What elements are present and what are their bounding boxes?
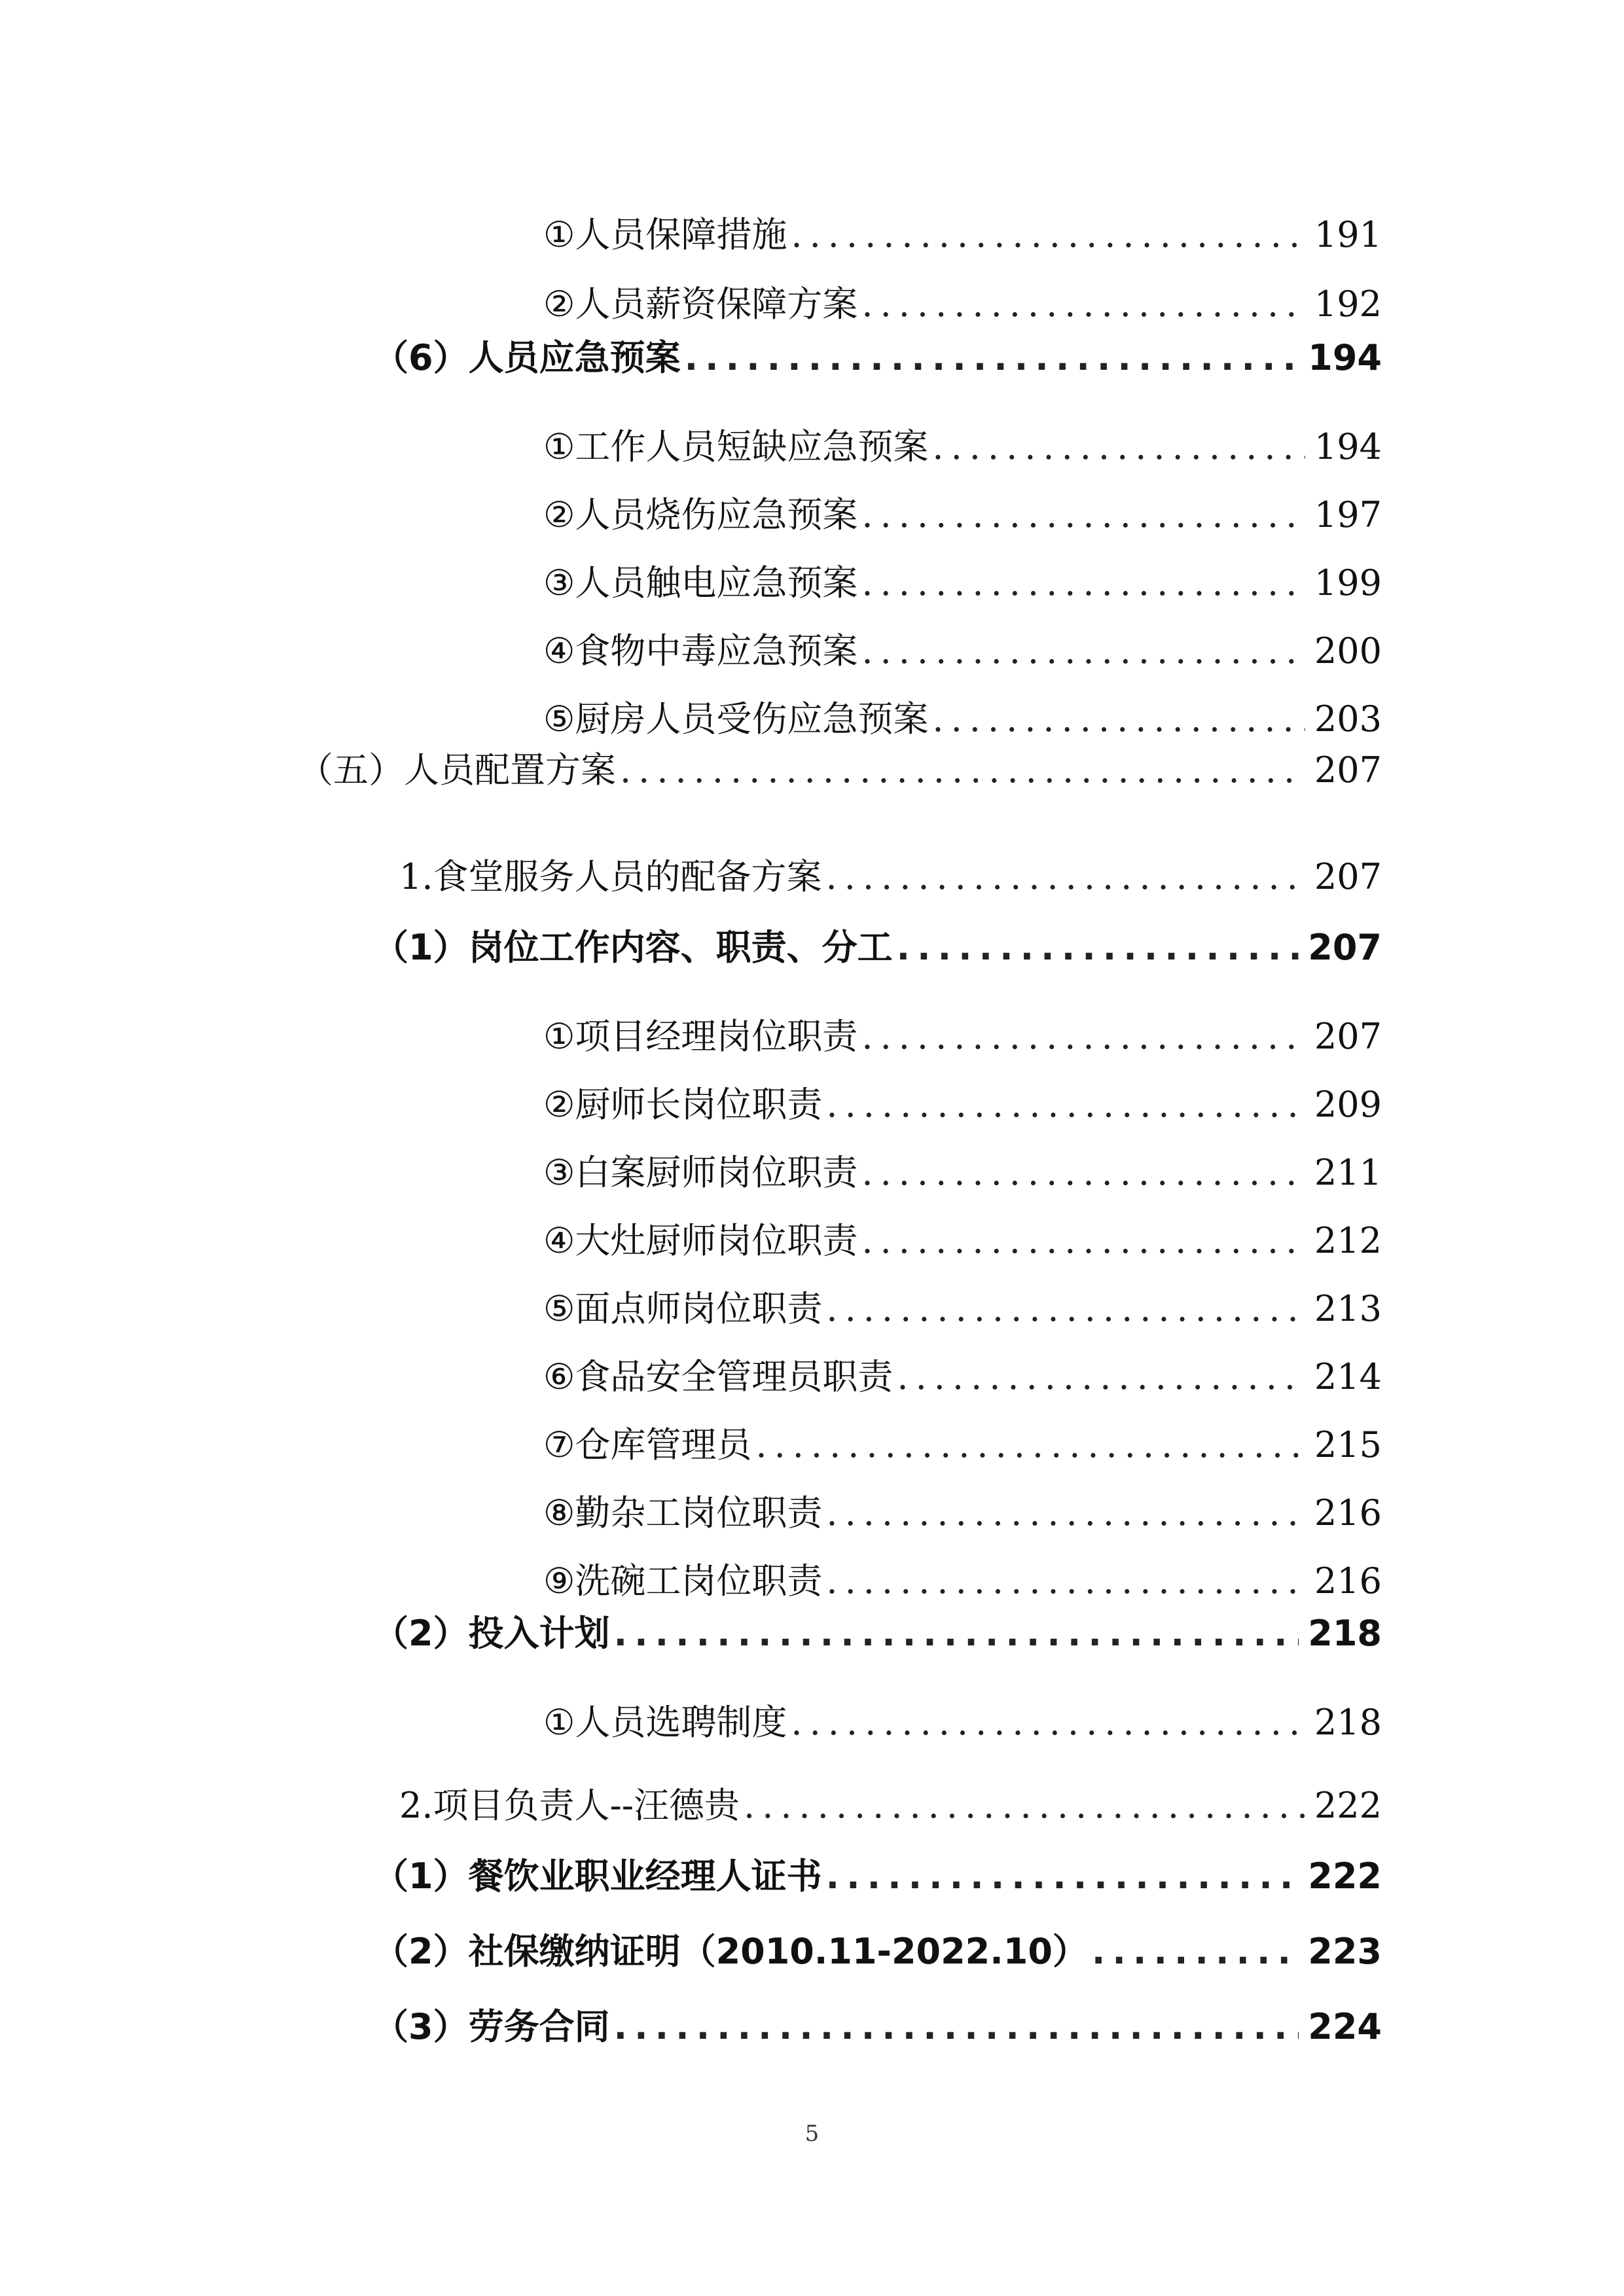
toc-entry-page: 212 (1314, 1220, 1382, 1261)
toc-entry-title: 人员薪资保障方案 (575, 283, 858, 325)
toc-leader-dots (791, 1700, 1305, 1746)
toc-entry-number: （1） (373, 927, 469, 968)
toc-entry[interactable] (399, 854, 1382, 900)
toc-entry-title: 食堂服务人员的配备方案 (433, 856, 822, 897)
toc-entry[interactable] (543, 281, 1382, 327)
toc-leader-dots (744, 1783, 1305, 1829)
toc-leader-dots (791, 212, 1305, 258)
toc-entry-number: （1） (373, 1856, 469, 1897)
toc-entry-number: ⑦ (543, 1424, 575, 1465)
toc-entry-title: 项目经理岗位职责 (575, 1016, 858, 1057)
toc-leader-dots (861, 1150, 1305, 1196)
toc-entry[interactable] (543, 1490, 1382, 1536)
toc-entry-page: 197 (1314, 494, 1382, 535)
toc-entry-number: （2） (373, 1613, 469, 1654)
toc-entry-title: 面点师岗位职责 (575, 1288, 823, 1329)
toc-leader-dots (614, 1611, 1299, 1657)
toc-entry[interactable] (543, 492, 1382, 538)
toc-entry-page: 209 (1314, 1084, 1382, 1125)
toc-entry[interactable] (543, 1558, 1382, 1604)
toc-entry-number: ② (543, 494, 575, 535)
toc-entry[interactable] (543, 1700, 1382, 1746)
toc-entry-number: 2. (399, 1785, 433, 1826)
toc-entry-page: 194 (1314, 426, 1382, 467)
toc-entry-title: 洗碗工岗位职责 (575, 1560, 823, 1602)
toc-leader-dots (1092, 1929, 1299, 1975)
toc-entry-page: 218 (1314, 1702, 1382, 1743)
toc-entry[interactable] (373, 335, 1382, 381)
toc-entry-page: 191 (1314, 214, 1382, 255)
toc-entry-number: （6） (373, 337, 469, 378)
toc-leader-dots (755, 1422, 1305, 1468)
toc-leader-dots (620, 747, 1305, 793)
toc-leader-dots (826, 1082, 1305, 1128)
toc-entry-page: 192 (1314, 283, 1382, 325)
toc-entry-title: 项目负责人--汪德贵 (433, 1785, 740, 1826)
toc-entry-title: 人员保障措施 (575, 214, 787, 255)
toc-entry-page: 218 (1308, 1613, 1382, 1654)
toc-entry-number: ③ (543, 1152, 575, 1193)
toc-entry-page: 223 (1308, 1931, 1382, 1972)
toc-leader-dots (861, 492, 1305, 538)
toc-entry-page: 211 (1314, 1152, 1382, 1193)
toc-entry[interactable] (543, 1082, 1382, 1128)
toc-entry-title: 人员触电应急预案 (575, 562, 858, 603)
toc-entry-title: 人员选聘制度 (575, 1702, 787, 1743)
toc-entry-title: 投入计划 (468, 1613, 610, 1654)
toc-entry-title: 食物中毒应急预案 (575, 630, 858, 672)
toc-leader-dots (861, 560, 1305, 606)
toc-entry-number: ④ (543, 1220, 575, 1261)
toc-entry-title: 厨师长岗位职责 (575, 1084, 823, 1125)
toc-entry-number: ① (543, 1702, 575, 1743)
toc-entry-title: 人员配置方案 (404, 749, 616, 791)
toc-entry-title: 大灶厨师岗位职责 (575, 1220, 858, 1261)
toc-entry[interactable] (373, 2004, 1382, 2050)
toc-entry[interactable] (543, 212, 1382, 258)
toc-entry-page: 207 (1314, 749, 1382, 791)
toc-entry-page: 213 (1314, 1288, 1382, 1329)
toc-entry-number: ① (543, 214, 575, 255)
toc-entry[interactable] (543, 696, 1382, 742)
toc-entry-number: ⑤ (543, 1288, 575, 1329)
toc-entry-title: 岗位工作内容、职责、分工 (468, 927, 893, 968)
toc-entry-title: 白案厨师岗位职责 (575, 1152, 858, 1193)
toc-entry-title: 人员应急预案 (468, 337, 681, 378)
toc-entry[interactable] (373, 925, 1382, 971)
toc-entry-page: 207 (1308, 927, 1382, 968)
toc-entry[interactable] (543, 1354, 1382, 1400)
toc-entry-page: 207 (1314, 856, 1382, 897)
toc-entry-page: 200 (1314, 630, 1382, 672)
toc-entry-number: ⑤ (543, 698, 575, 740)
toc-entry-title: 食品安全管理员职责 (575, 1356, 893, 1397)
toc-entry-number: 1. (399, 856, 433, 897)
toc-entry[interactable] (543, 1422, 1382, 1468)
toc-entry-page: 214 (1314, 1356, 1382, 1397)
toc-entry-number: ⑥ (543, 1356, 575, 1397)
toc-entry-title: 仓库管理员 (575, 1424, 752, 1465)
toc-entry-number: （3） (373, 2006, 469, 2047)
toc-entry-number: ① (543, 426, 575, 467)
toc-entry-page: 203 (1314, 698, 1382, 740)
toc-entry[interactable] (543, 1150, 1382, 1196)
toc-entry[interactable] (373, 1854, 1382, 1899)
toc-entry-number: ② (543, 1084, 575, 1125)
toc-entry[interactable] (399, 1783, 1382, 1829)
toc-entry-number: ① (543, 1016, 575, 1057)
toc-entry[interactable] (373, 1611, 1382, 1657)
toc-leader-dots (826, 1286, 1305, 1332)
toc-leader-dots (826, 854, 1305, 900)
toc-leader-dots (861, 281, 1305, 327)
toc-entry-page: 224 (1308, 2006, 1382, 2047)
toc-entry-number: ⑧ (543, 1492, 575, 1534)
toc-leader-dots (861, 628, 1305, 674)
toc-leader-dots (614, 2004, 1299, 2050)
toc-leader-dots (897, 1354, 1305, 1400)
toc-entry[interactable] (543, 1218, 1382, 1264)
toc-entry-page: 222 (1314, 1785, 1382, 1826)
toc-entry-page: 215 (1314, 1424, 1382, 1465)
toc-leader-dots (932, 424, 1305, 470)
toc-entry-title: 劳务合同 (468, 2006, 610, 2047)
toc-entry-page: 194 (1308, 337, 1382, 378)
toc-entry-page: 207 (1314, 1016, 1382, 1057)
toc-entry[interactable] (543, 1014, 1382, 1060)
toc-leader-dots (861, 1014, 1305, 1060)
toc-leader-dots (897, 925, 1299, 971)
toc-leader-dots (685, 335, 1299, 381)
toc-entry-number: （五） (298, 749, 404, 791)
toc-entry-title: 厨房人员受伤应急预案 (575, 698, 929, 740)
toc-entry[interactable] (543, 424, 1382, 470)
toc-entry-number: ③ (543, 562, 575, 603)
toc-entry[interactable] (543, 560, 1382, 606)
toc-leader-dots (932, 696, 1305, 742)
toc-entry-page: 199 (1314, 562, 1382, 603)
toc-entry-title: 餐饮业职业经理人证书 (468, 1856, 822, 1897)
toc-leader-dots (861, 1218, 1305, 1264)
toc-entry-number: ④ (543, 630, 575, 672)
toc-entry-title: 人员烧伤应急预案 (575, 494, 858, 535)
toc-entry-number: ⑨ (543, 1560, 575, 1602)
toc-entry-title: 勤杂工岗位职责 (575, 1492, 823, 1534)
toc-entry-title: 社保缴纳证明（2010.11-2022.10） (468, 1931, 1088, 1972)
toc-entry-page: 216 (1314, 1492, 1382, 1534)
toc-entry-page: 216 (1314, 1560, 1382, 1602)
toc-entry-title: 工作人员短缺应急预案 (575, 426, 929, 467)
toc-entry[interactable] (543, 628, 1382, 674)
toc-leader-dots (826, 1490, 1305, 1536)
toc-entry-number: ② (543, 283, 575, 325)
toc-leader-dots (826, 1854, 1299, 1899)
page-number: 5 (804, 2121, 820, 2147)
toc-entry-page: 222 (1308, 1856, 1382, 1897)
toc-entry[interactable] (373, 1929, 1382, 1975)
toc-entry[interactable] (543, 1286, 1382, 1332)
toc-entry[interactable] (298, 747, 1382, 793)
toc-leader-dots (826, 1558, 1305, 1604)
toc-entry-number: （2） (373, 1931, 469, 1972)
